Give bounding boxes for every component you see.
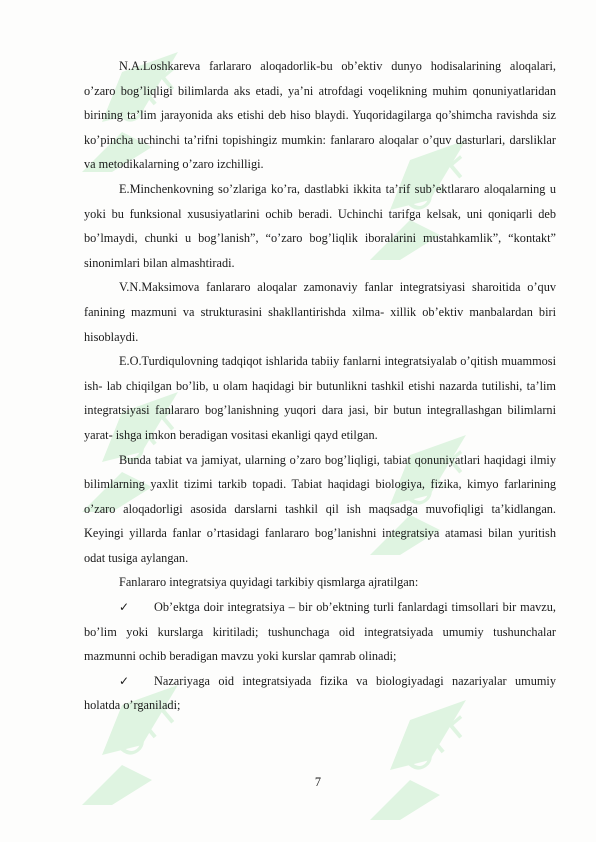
paragraph: E.Minchenkovning so’zlariga ko’ra, dastlabki ikkita ta’rif sub’ektlararo aloqalarning u yoki bu funksional xususiyatlarini ochib beradi. Uchinchi tarifga kelsak, uni qoniqarli deb bo’lmaydi, chunki u bog’lanish”, “o’zaro bog’liqlik iboralarini mustahkamlik”, “kontakt” sinonimlari bilan almashtiradi. [84, 181, 556, 270]
checkmark-icon: ✓ [119, 600, 130, 615]
paragraph: N.A.Loshkareva farlararo aloqadorlik-bu ob’ektiv dunyo hodisalarining aloqalari, o’zaro bog’liqligi bilimlarda aks etadi, ya’ni atrofdagi voqelikning muhim qonuniyatlaridan birining ta’lim jarayonida aks etishi deb hiso blaydi. Yuqoridagilarga qo’shimcha ravishda siz ko’pincha uchinchi ta’rifni topishingiz mumkin: fanlararo aloqalar o’quv dasturlari, darsliklar va metodikalarning o’zaro izchilligi. [84, 59, 556, 172]
svg-text:OFF: OFF [103, 685, 178, 769]
page-number: 7 [314, 775, 322, 789]
paragraph: V.N.Maksimova fanlararo aloqalar zamonaviy fanlar integratsiyasi sharoitida o’quv fanining mazmuni va strukturasini shakllantirishda xilma- xillik ob’ektiv manbalardan biri hisoblaydi. [84, 280, 556, 344]
bullet-text: Nazariyaga oid integratsiyada fizika va biologiyadagi nazariyalar umumiy holatda o’rganiladi; [84, 673, 556, 713]
bullet-item [84, 669, 556, 718]
svg-text:OFF: OFF [391, 700, 466, 784]
bullet-item [84, 595, 556, 669]
checkmark-icon: ✓ [119, 673, 130, 688]
paragraph: Bunda tabiat va jamiyat, ularning o’zaro bog’liqligi, tabiat qonuniyatlari haqidagi ilmiy bilimlarning yaxlit tizimi tarkib topadi. Tabiat haqidagi biologiya, fizika, kimyo farlarining o’zaro aloqadorligi asosida darslarni tashkil qil ish maqsadga muvofiqligi ta’kidlangan. Keyingi yillarda fanlar o’rtasidagi fanlararo bog’lanishni integratsiya atamasi bilan yuritish odat tusiga aylangan. [84, 452, 556, 565]
paragraph: Fanlararo integratsiya quyidagi tarkibiy qismlarga ajratilgan: [119, 575, 419, 590]
svg-text:OFF: OFF [103, 392, 178, 476]
svg-text:OFF: OFF [391, 140, 466, 224]
document-body [84, 54, 556, 718]
bullet-text: Ob’ektga doir integratsiya – bir ob’ektning turli fanlardagi timsollari bir mavzu, bo’lim yoki kurslarga kiritiladi; tushunchaga oid integratsiyada umumiy tushunchalar mazmunni ochib beradigan mavzu yoki kurslar qamrab olinadi; [84, 600, 556, 664]
svg-text:OFF: OFF [391, 435, 466, 519]
svg-text:OFF: OFF [103, 52, 178, 136]
paragraph: E.O.Turdiqulovning tadqiqot ishlarida tabiiy fanlarni integratsiyalab o’qitish muammosi ish- lab chiqilgan bo’lib, u olam haqidagi bir butunlikni tashkil etishi nazarda tutilishi, ta’lim integratsiyasi fanlararo bog’lanishning yuqori dara jasi, bir butun integrallashgan bilimlarni yarat- ishga imkon beradigan vositasi ekanligi qayd etilgan. [84, 354, 556, 442]
